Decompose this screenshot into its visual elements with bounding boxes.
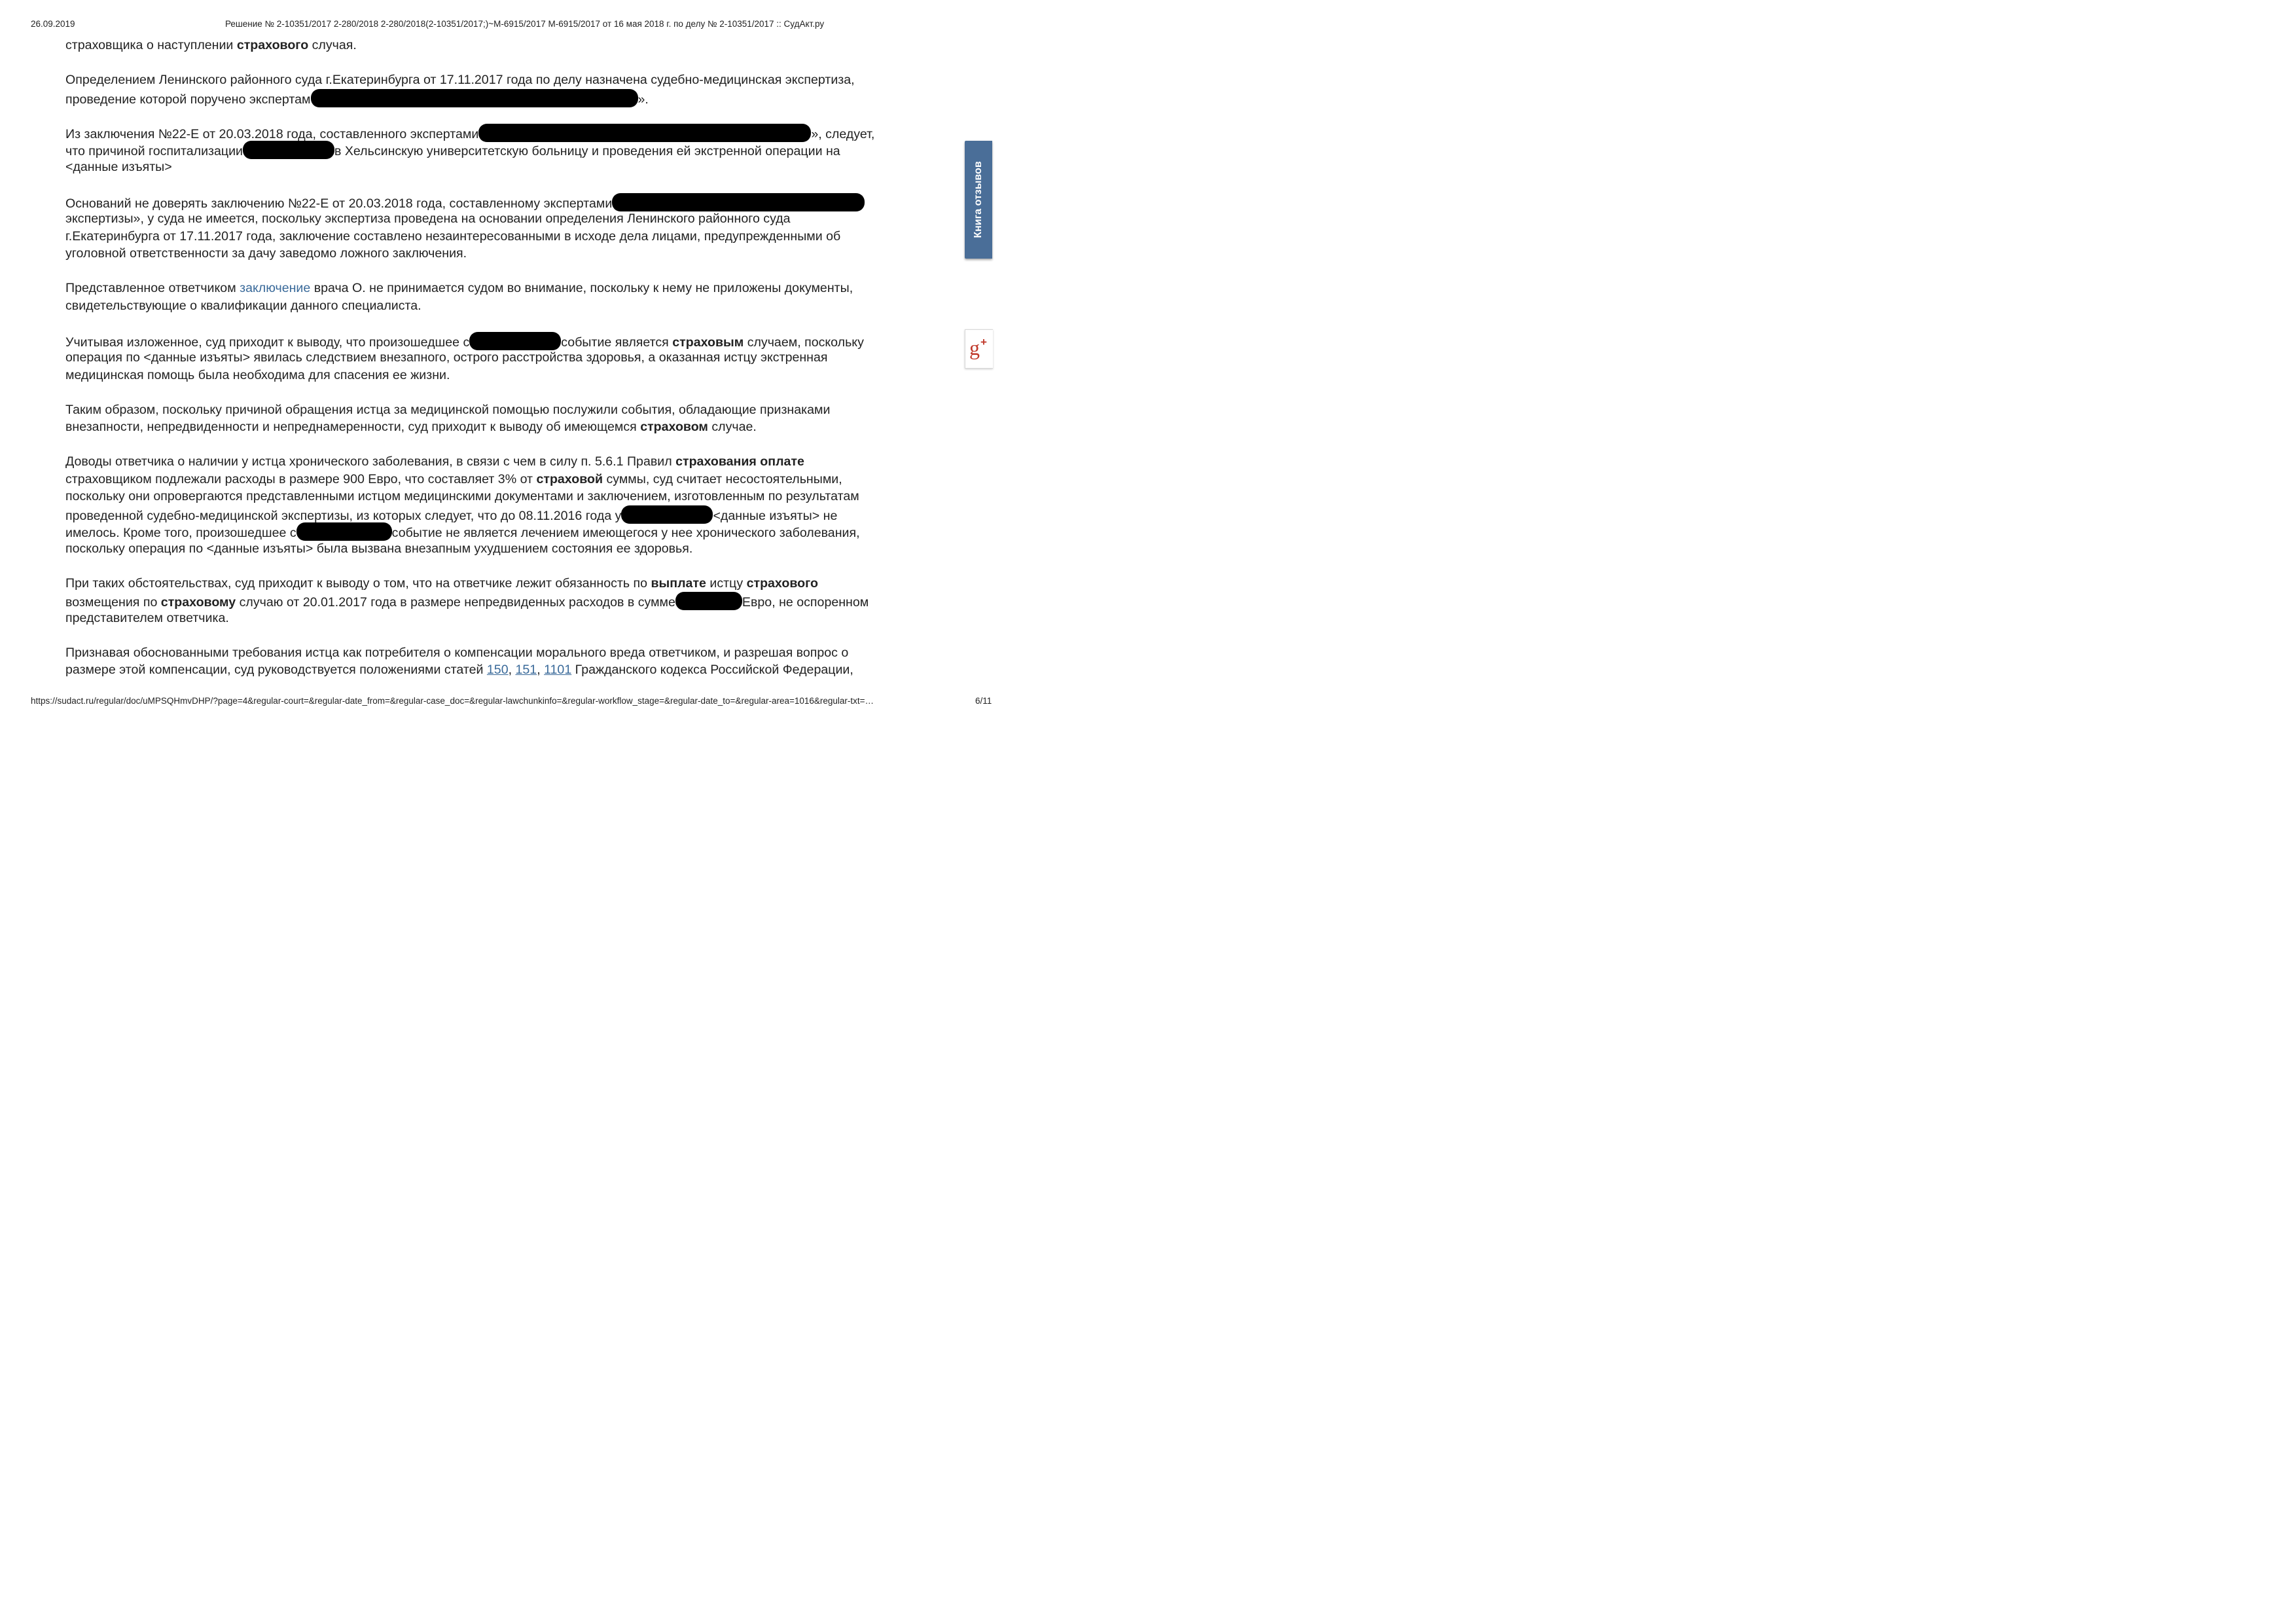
- text: <данные изъяты>: [65, 159, 172, 174]
- text: Оснований не доверять заключению №22-Е от 20.03.2018 года, составленному экспертами: [65, 196, 613, 211]
- redaction-block: [612, 193, 865, 211]
- text: ».: [637, 92, 649, 107]
- article-151-link[interactable]: 151: [515, 663, 537, 677]
- paragraph: [65, 453, 929, 557]
- print-page-number: 6/11: [975, 696, 992, 706]
- reviews-book-label: Книга отзывов: [973, 161, 984, 238]
- text: Признавая обоснованными требования истца как потребителя о компенсации морального вреда ответчиком, и разрешая вопрос о: [65, 645, 849, 660]
- text: поскольку операция по <данные изъяты> была вызвана внезапным ухудшением состояния ее здоровья.: [65, 541, 693, 556]
- text: возмещения по: [65, 595, 161, 610]
- highlight-term: страховой: [536, 471, 603, 486]
- print-date: 26.09.2019: [31, 19, 75, 29]
- text: в Хельсинскую университетскую больницу и проведения ей экстренной операции на: [334, 144, 840, 158]
- text: событие является: [561, 335, 673, 350]
- text: случаю от 20.01.2017 года в размере непредвиденных расходов в сумме: [236, 595, 675, 610]
- text: случаем, поскольку: [744, 335, 864, 350]
- document-body: [65, 37, 929, 696]
- svg-text:+: +: [980, 336, 987, 348]
- text: размере этой компенсации, суд руководствуется положениями статей: [65, 663, 487, 677]
- text: проведенной судебно-медицинской экспертизы, из которых следует, что до 08.11.2016 года у: [65, 508, 622, 523]
- svg-text:g: g: [969, 336, 980, 359]
- paragraph: [65, 644, 929, 679]
- paragraph: [65, 280, 929, 314]
- text: Представленное ответчиком: [65, 281, 240, 295]
- highlight-term: страховым: [672, 335, 744, 350]
- text: медицинская помощь была необходима для спасения ее жизни.: [65, 367, 450, 382]
- article-1101-link[interactable]: 1101: [544, 663, 572, 677]
- text: », следует,: [811, 126, 875, 141]
- redaction-block: [469, 332, 561, 350]
- highlight-term: страхования оплате: [675, 454, 804, 469]
- paragraph: [65, 332, 929, 384]
- redaction-block: [675, 592, 742, 610]
- paragraph: [65, 575, 929, 627]
- conclusion-link[interactable]: заключение: [240, 281, 311, 295]
- text: случае.: [708, 420, 757, 434]
- google-plus-icon: [968, 335, 990, 360]
- redaction-block: [478, 124, 811, 142]
- text: <данные изъяты> не: [713, 508, 838, 523]
- google-plus-button[interactable]: [965, 329, 993, 369]
- text: что причиной госпитализации: [65, 144, 243, 158]
- print-page-title: Решение № 2-10351/2017 2-280/2018 2-280/2018(2-10351/2017;)~М-6915/2017 М-6915/2017 от 16 мая 2018 г. по делу № 2-10351/2017 :: СудАкт.ру: [225, 19, 825, 29]
- text: Из заключения №22-Е от 20.03.2018 года, составленного экспертами: [65, 126, 479, 141]
- text: внезапности, непредвиденности и непреднамеренности, суд приходит к выводу об имеющемся: [65, 420, 641, 434]
- text: поскольку они опровергаются представленными истцом медицинскими документами и заключением, изготовленным по результатам: [65, 489, 859, 503]
- reviews-book-tab[interactable]: [965, 141, 992, 259]
- text: имелось. Кроме того, произошедшее с: [65, 526, 296, 540]
- text: страховщика о наступлении: [65, 38, 237, 52]
- redaction-block: [621, 505, 713, 524]
- paragraph: [65, 124, 929, 176]
- text: истцу: [706, 575, 747, 591]
- redaction-block: [296, 522, 392, 541]
- text: суммы, суд считает несостоятельными,: [603, 471, 842, 486]
- highlight-term: страхового: [746, 575, 818, 591]
- text: ,: [508, 663, 516, 677]
- text: Таким образом, поскольку причиной обращения истца за медицинской помощью послужили события, обладающие признаками: [65, 402, 831, 417]
- paragraph: [65, 71, 929, 106]
- paragraph: [65, 37, 929, 54]
- text: проведение которой поручено экспертам: [65, 92, 311, 107]
- text: событие не является лечением имеющегося у нее хронического заболевания,: [391, 526, 860, 540]
- highlight-term: страхового: [236, 38, 309, 52]
- print-page-url: https://sudact.ru/regular/doc/uMPSQHmvDHP/?page=4&regular-court=&regular-date_from=&regular-case_doc=&regular-lawchunkinfo=&regular-workflow_stage=&regular-date_to=&regular-area=1016&regular-txt=…: [31, 696, 874, 706]
- text: Учитывая изложенное, суд приходит к выводу, что произошедшее с: [65, 335, 470, 350]
- text: врача О. не принимается судом во внимание, поскольку к нему не приложены документы,: [310, 281, 853, 295]
- text: случая.: [308, 38, 357, 52]
- text: экспертизы», у суда не имеется, поскольку экспертиза проведена на основании определения Ленинского районного суда: [65, 211, 791, 226]
- redaction-block: [243, 141, 334, 159]
- paragraph: [65, 193, 929, 263]
- text: Определением Ленинского районного суда г.Екатеринбурга от 17.11.2017 года по делу назначена судебно-медицинская экспертиза,: [65, 73, 855, 87]
- text: представителем ответчика.: [65, 610, 229, 625]
- text: При таких обстоятельствах, суд приходит к выводу о том, что на ответчике лежит обязанность по: [65, 575, 651, 591]
- text: страховщиком подлежали расходы в размере 900 Евро, что составляет 3% от: [65, 471, 537, 486]
- text: Гражданского кодекса Российской Федерации,: [571, 663, 853, 677]
- article-150-link[interactable]: 150: [486, 663, 509, 677]
- highlight-term: выплате: [651, 575, 706, 591]
- highlight-term: страховом: [640, 420, 708, 434]
- text: уголовной ответственности за дачу заведомо ложного заключения.: [65, 246, 467, 261]
- text: Евро, не оспоренном: [742, 595, 869, 610]
- text: Доводы ответчика о наличии у истца хронического заболевания, в связи с чем в силу п. 5.6.1 Правил: [65, 454, 676, 469]
- text: ,: [537, 663, 545, 677]
- highlight-term: страховому: [160, 595, 236, 610]
- text: операция по <данные изъяты> явилась следствием внезапного, острого расстройства здоровья, а оказанная истцу экстренная: [65, 350, 828, 365]
- text: г.Екатеринбурга от 17.11.2017 года, заключение составлено незаинтересованными в исходе дела лицами, предупрежденными об: [65, 228, 841, 244]
- paragraph: [65, 401, 929, 436]
- redaction-block: [311, 89, 638, 107]
- text: свидетельствующие о квалификации данного специалиста.: [65, 298, 422, 313]
